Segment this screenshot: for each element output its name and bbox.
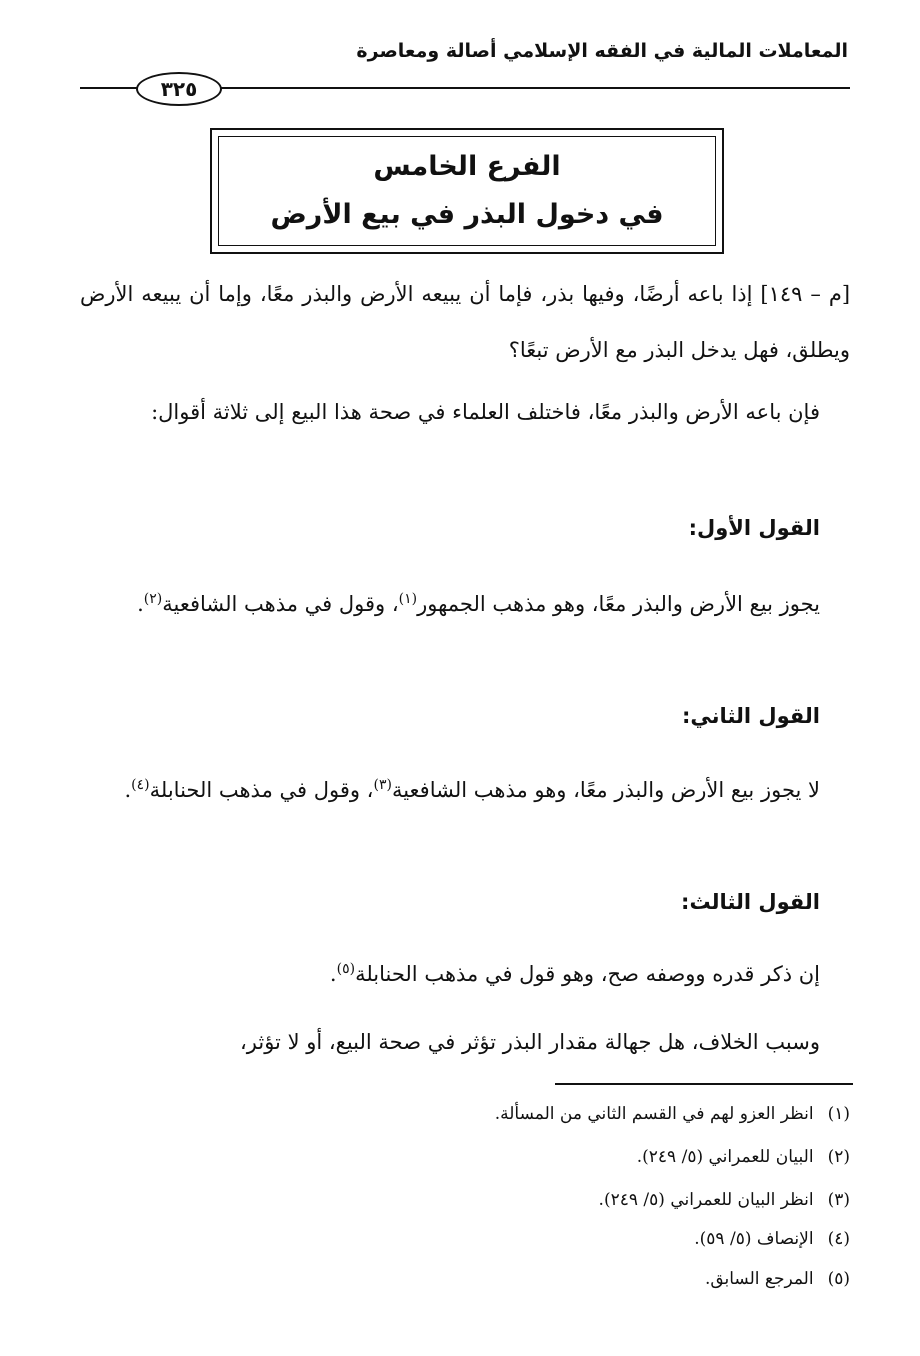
intro-paragraph: [م – ١٤٩] إذا باعه أرضًا، وفيها بذر، فإما أن يبيعه الأرض والبذر معًا، وإما أن يبيعه الأرض ويطلق، فهل يدخل البذر مع الأرض تبعًا؟: [80, 282, 851, 362]
first-opinion-text-a: يجوز بيع الأرض والبذر معًا، وهو مذهب الجمهور: [417, 592, 820, 616]
footnote-3-text: انظر البيان للعمراني (٥/ ٢٤٩).: [598, 1190, 814, 1210]
footnote-1-text: انظر العزو لهم في القسم الثاني من المسألة.: [494, 1104, 814, 1124]
third-opinion-heading: القول الثالث:: [681, 890, 820, 914]
footnote-ref-2: (٢): [143, 591, 163, 607]
footnote-1: [70, 1103, 850, 1125]
footnote-2-number: (٢): [827, 1147, 850, 1167]
second-opinion-text-b: ، وقول في مذهب الحنابلة: [149, 778, 374, 802]
footnote-ref-3: (٣): [373, 777, 392, 793]
section-title-frame: [218, 136, 716, 246]
section-title-line-2: في دخول البذر في بيع الأرض: [270, 199, 664, 230]
third-opinion-text-a: إن ذكر قدره ووصفه صح، وهو قول في مذهب الحنابلة: [355, 962, 820, 986]
footnote-3: [70, 1189, 850, 1211]
footnote-ref-4: (٤): [131, 777, 150, 793]
footnote-1-number: (١): [827, 1104, 850, 1124]
second-opinion-text-c: .: [124, 778, 132, 802]
second-opinion-heading: القول الثاني:: [682, 704, 820, 728]
footnote-4: [70, 1228, 850, 1250]
first-opinion-heading: القول الأول:: [688, 516, 820, 540]
second-opinion-text: [80, 762, 850, 818]
footnote-ref-5: (٥): [336, 961, 356, 977]
section-title-line-1: الفرع الخامس: [373, 151, 561, 182]
footnote-4-number: (٤): [827, 1229, 850, 1249]
footnote-2-text: البيان للعمراني (٥/ ٢٤٩).: [636, 1147, 814, 1167]
footnote-5: [70, 1268, 850, 1290]
third-opinion-text: [80, 946, 850, 1002]
second-paragraph: فإن باعه الأرض والبذر معًا، فاختلف العلماء في صحة هذا البيع إلى ثلاثة أقوال:: [151, 400, 820, 424]
third-opinion-text-c: .: [329, 962, 337, 986]
section-title-box: [210, 128, 724, 254]
page-number: ٣٢٥: [136, 72, 222, 106]
footnote-5-text: المرجع السابق.: [704, 1269, 814, 1289]
reason-paragraph: وسبب الخلاف، هل جهالة مقدار البذر تؤثر في صحة البيع، أو لا تؤثر،: [240, 1030, 820, 1054]
first-opinion-text-c: .: [137, 592, 144, 616]
footnote-ref-1: (١): [398, 591, 418, 607]
footnote-separator: [555, 1083, 853, 1085]
footnote-4-text: الإنصاف (٥/ ٥٩).: [694, 1229, 814, 1249]
footnote-3-number: (٣): [827, 1190, 850, 1210]
first-opinion-text-b: ، وقول في مذهب الشافعية: [162, 592, 399, 616]
footnote-2: [70, 1146, 850, 1168]
footnote-5-number: (٥): [827, 1269, 850, 1289]
second-opinion-text-a: لا يجوز بيع الأرض والبذر معًا، وهو مذهب الشافعية: [391, 778, 820, 802]
running-header: المعاملات المالية في الفقه الإسلامي أصالة ومعاصرة: [356, 40, 848, 62]
first-opinion-text: [80, 576, 850, 632]
